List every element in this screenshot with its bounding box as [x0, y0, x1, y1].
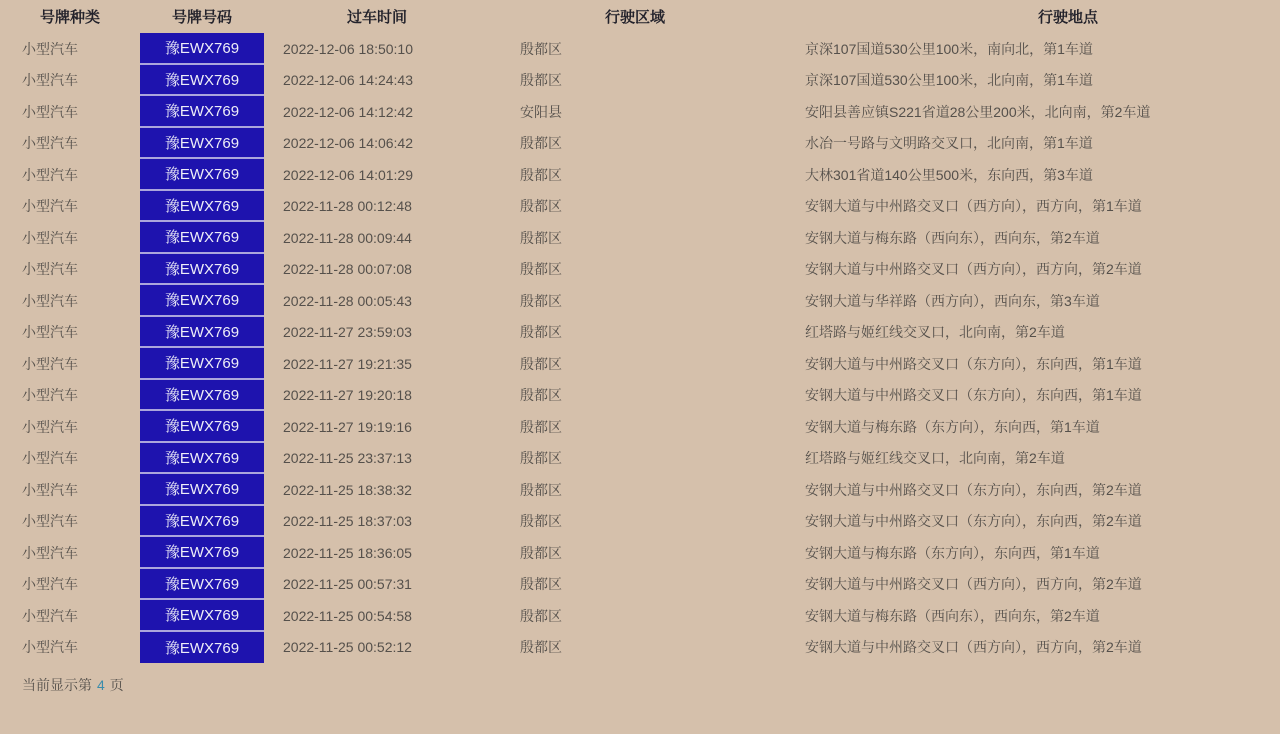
pass-time-cell: 2022-12-06 14:24:43	[283, 72, 413, 89]
plate-type-cell: 小型汽车	[22, 135, 78, 152]
table-row	[0, 128, 1280, 160]
table-row	[0, 285, 1280, 317]
pass-time-cell: 2022-12-06 14:06:42	[283, 135, 413, 152]
location-cell: 安钢大道与中州路交叉口（西方向），西方向，第1车道	[805, 198, 1142, 215]
plate-number-cell[interactable]: 豫EWX769	[140, 348, 264, 380]
pass-time-cell: 2022-11-27 19:21:35	[283, 355, 412, 372]
pass-time-cell: 2022-11-28 00:07:08	[283, 261, 412, 278]
location-cell: 安钢大道与梅东路（东方向），东向西，第1车道	[805, 418, 1100, 435]
location-cell: 安钢大道与中州路交叉口（东方向），东向西，第2车道	[805, 513, 1142, 530]
region-cell: 殷都区	[520, 607, 562, 624]
plate-number-cell[interactable]: 豫EWX769	[140, 254, 264, 286]
current-page-number: 4	[97, 677, 105, 693]
region-cell: 殷都区	[520, 481, 562, 498]
table-row	[0, 537, 1280, 569]
plate-number-cell[interactable]: 豫EWX769	[140, 506, 264, 538]
plate-number-cell[interactable]: 豫EWX769	[140, 474, 264, 506]
table-row	[0, 569, 1280, 601]
pass-time-cell: 2022-12-06 14:12:42	[283, 103, 413, 120]
pass-time-cell: 2022-11-25 00:52:12	[283, 639, 412, 656]
location-cell: 安钢大道与中州路交叉口（西方向），西方向，第2车道	[805, 576, 1142, 593]
region-cell: 殷都区	[520, 292, 562, 309]
plate-type-cell: 小型汽车	[22, 450, 78, 467]
plate-type-cell: 小型汽车	[22, 229, 78, 246]
location-cell: 安钢大道与中州路交叉口（西方向），西方向，第2车道	[805, 261, 1142, 278]
table-row	[0, 411, 1280, 443]
plate-type-cell: 小型汽车	[22, 355, 78, 372]
plate-number-cell[interactable]: 豫EWX769	[140, 285, 264, 317]
plate-number-cell[interactable]: 豫EWX769	[140, 33, 264, 65]
location-cell: 安钢大道与中州路交叉口（西方向），西方向，第2车道	[805, 639, 1142, 656]
table-row	[0, 96, 1280, 128]
col-header-driving-region: 行驶区域	[604, 9, 665, 26]
plate-number-cell[interactable]: 豫EWX769	[140, 600, 264, 632]
plate-type-cell: 小型汽车	[22, 166, 78, 183]
plate-number-cell[interactable]: 豫EWX769	[140, 96, 264, 128]
region-cell: 殷都区	[520, 72, 562, 89]
pass-time-cell: 2022-11-27 19:20:18	[283, 387, 412, 404]
plate-number-cell[interactable]: 豫EWX769	[140, 191, 264, 223]
plate-number-cell[interactable]: 豫EWX769	[140, 128, 264, 160]
pass-time-cell: 2022-12-06 14:01:29	[283, 166, 413, 183]
table-row	[0, 474, 1280, 506]
plate-number-cell[interactable]: 豫EWX769	[140, 569, 264, 601]
plate-type-cell: 小型汽车	[22, 418, 78, 435]
region-cell: 殷都区	[520, 513, 562, 530]
pass-time-cell: 2022-11-25 00:54:58	[283, 607, 412, 624]
region-cell: 殷都区	[520, 355, 562, 372]
region-cell: 殷都区	[520, 324, 562, 341]
region-cell: 殷都区	[520, 261, 562, 278]
plate-type-cell: 小型汽车	[22, 292, 78, 309]
table-row	[0, 443, 1280, 475]
plate-number-cell[interactable]: 豫EWX769	[140, 222, 264, 254]
location-cell: 大林301省道140公里500米，东向西，第3车道	[805, 166, 1093, 183]
plate-number-cell[interactable]: 豫EWX769	[140, 65, 264, 97]
region-cell: 殷都区	[520, 198, 562, 215]
region-cell: 殷都区	[520, 135, 562, 152]
plate-type-cell: 小型汽车	[22, 72, 78, 89]
plate-type-cell: 小型汽车	[22, 387, 78, 404]
pagination-suffix-label: 页	[109, 677, 124, 693]
pass-time-cell: 2022-11-25 18:38:32	[283, 481, 412, 498]
region-cell: 殷都区	[520, 387, 562, 404]
plate-type-cell: 小型汽车	[22, 607, 78, 624]
table-row	[0, 632, 1280, 664]
table-row	[0, 317, 1280, 349]
location-cell: 安钢大道与华祥路（西方向），西向东，第3车道	[805, 292, 1100, 309]
pagination-prefix-label: 当前显示第	[22, 677, 92, 693]
plate-type-cell: 小型汽车	[22, 40, 78, 57]
col-header-pass-time: 过车时间	[346, 9, 407, 26]
pass-time-cell: 2022-11-25 18:36:05	[283, 544, 412, 561]
location-cell: 水冶一号路与文明路交叉口，北向南，第1车道	[805, 135, 1093, 152]
region-cell: 殷都区	[520, 418, 562, 435]
location-cell: 红塔路与姬红线交叉口，北向南，第2车道	[805, 324, 1065, 341]
table-row	[0, 65, 1280, 97]
plate-type-cell: 小型汽车	[22, 261, 78, 278]
col-header-driving-location: 行驶地点	[1037, 9, 1098, 26]
region-cell: 殷都区	[520, 40, 562, 57]
plate-type-cell: 小型汽车	[22, 544, 78, 561]
location-cell: 京深107国道530公里100米，北向南，第1车道	[805, 72, 1093, 89]
region-cell: 殷都区	[520, 166, 562, 183]
table-row	[0, 33, 1280, 65]
table-row	[0, 159, 1280, 191]
plate-number-cell[interactable]: 豫EWX769	[140, 380, 264, 412]
pass-time-cell: 2022-11-28 00:09:44	[283, 229, 412, 246]
pass-time-cell: 2022-11-25 00:57:31	[283, 576, 412, 593]
plate-type-cell: 小型汽车	[22, 324, 78, 341]
plate-number-cell[interactable]: 豫EWX769	[140, 632, 264, 664]
plate-type-cell: 小型汽车	[22, 576, 78, 593]
region-cell: 殷都区	[520, 544, 562, 561]
table-body	[0, 33, 1280, 663]
location-cell: 安钢大道与中州路交叉口（东方向），东向西，第1车道	[805, 387, 1142, 404]
location-cell: 安阳县善应镇S221省道28公里200米，北向南，第2车道	[805, 103, 1151, 120]
pass-time-cell: 2022-11-25 18:37:03	[283, 513, 412, 530]
region-cell: 殷都区	[520, 639, 562, 656]
table-row	[0, 222, 1280, 254]
location-cell: 安钢大道与梅东路（西向东），西向东，第2车道	[805, 607, 1100, 624]
plate-number-cell[interactable]: 豫EWX769	[140, 411, 264, 443]
pass-time-cell: 2022-11-27 23:59:03	[283, 324, 412, 341]
plate-number-cell[interactable]: 豫EWX769	[140, 537, 264, 569]
location-cell: 京深107国道530公里100米，南向北，第1车道	[805, 40, 1093, 57]
pass-time-cell: 2022-11-28 00:12:48	[283, 198, 412, 215]
table-header-row	[0, 0, 1280, 33]
plate-number-cell[interactable]: 豫EWX769	[140, 159, 264, 191]
region-cell: 殷都区	[520, 576, 562, 593]
pass-time-cell: 2022-11-28 00:05:43	[283, 292, 412, 309]
plate-type-cell: 小型汽车	[22, 103, 78, 120]
plate-number-cell[interactable]: 豫EWX769	[140, 443, 264, 475]
table-row	[0, 506, 1280, 538]
table-row	[0, 600, 1280, 632]
region-cell: 殷都区	[520, 450, 562, 467]
plate-number-cell[interactable]: 豫EWX769	[140, 317, 264, 349]
plate-type-cell: 小型汽车	[22, 639, 78, 656]
table-row	[0, 348, 1280, 380]
table-row	[0, 254, 1280, 286]
region-cell: 殷都区	[520, 229, 562, 246]
col-header-plate-type: 号牌种类	[39, 9, 100, 26]
pass-time-cell: 2022-11-27 19:19:16	[283, 418, 412, 435]
col-header-plate-number: 号牌号码	[171, 9, 232, 26]
pagination-status	[22, 675, 1280, 695]
table-row	[0, 380, 1280, 412]
plate-type-cell: 小型汽车	[22, 513, 78, 530]
pass-time-cell: 2022-11-25 23:37:13	[283, 450, 412, 467]
location-cell: 安钢大道与梅东路（西向东），西向东，第2车道	[805, 229, 1100, 246]
location-cell: 安钢大道与中州路交叉口（东方向），东向西，第1车道	[805, 355, 1142, 372]
location-cell: 安钢大道与中州路交叉口（东方向），东向西，第2车道	[805, 481, 1142, 498]
location-cell: 红塔路与姬红线交叉口，北向南，第2车道	[805, 450, 1065, 467]
plate-type-cell: 小型汽车	[22, 198, 78, 215]
table-row	[0, 191, 1280, 223]
location-cell: 安钢大道与梅东路（东方向），东向西，第1车道	[805, 544, 1100, 561]
region-cell: 安阳县	[520, 103, 562, 120]
plate-type-cell: 小型汽车	[22, 481, 78, 498]
pass-time-cell: 2022-12-06 18:50:10	[283, 40, 413, 57]
